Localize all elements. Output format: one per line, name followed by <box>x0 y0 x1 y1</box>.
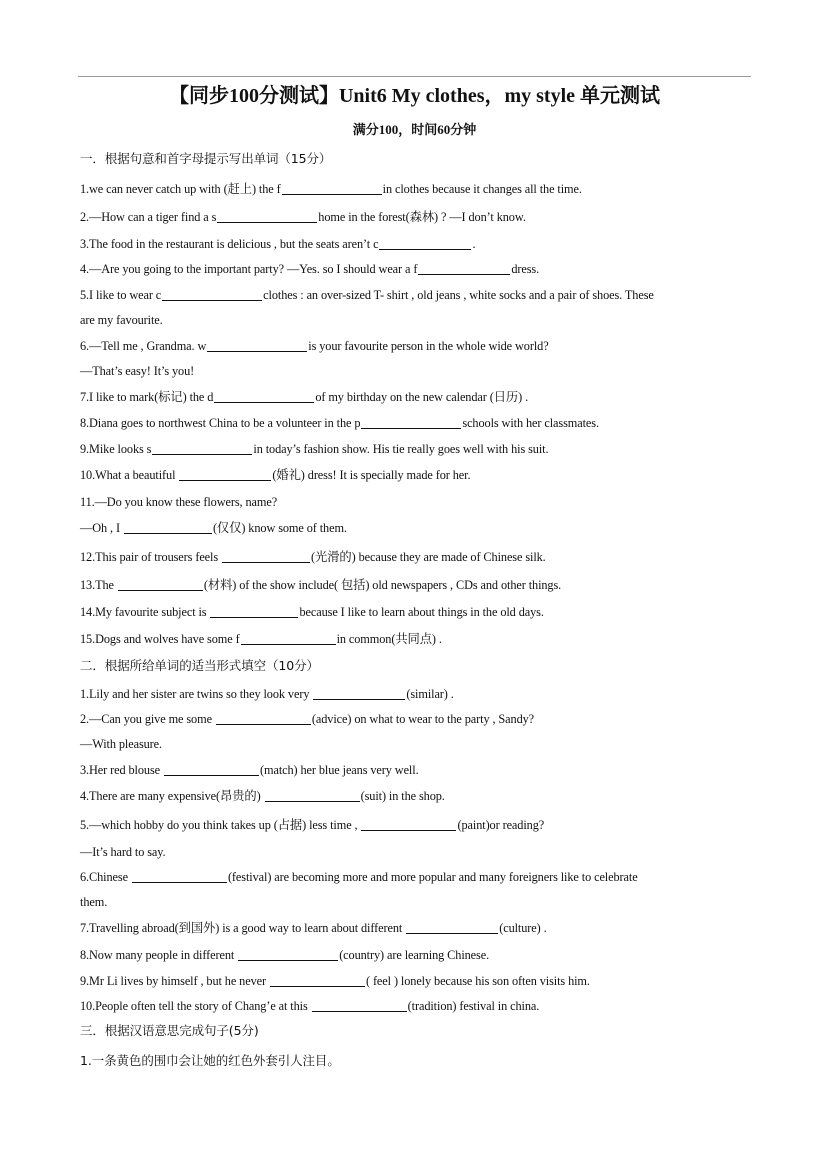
s1-question-14 <box>80 603 760 621</box>
answer-blank[interactable] <box>207 338 307 352</box>
page-title: 【同步100分测试】Unit6 My clothes，my style 单元测试 <box>168 85 661 107</box>
q-text: (culture) . <box>499 921 547 935</box>
q-text: 5.I like to wear c <box>80 288 162 302</box>
answer-blank[interactable] <box>124 520 212 534</box>
q-text: (suit) in the shop. <box>360 789 445 803</box>
q-text: 14.My favourite subject is <box>80 605 207 619</box>
answer-blank[interactable] <box>216 711 311 725</box>
s2-question-3 <box>80 761 760 779</box>
q-text: 6.Chinese <box>80 870 128 884</box>
q-text: (festival) are becoming more and more popular and many foreigners like to celebrate <box>227 870 638 884</box>
q-text: 7.Travelling abroad(到国外) is a good way to learn about different <box>80 921 403 935</box>
s1-question-11-reply <box>80 519 760 537</box>
answer-blank[interactable] <box>418 261 510 275</box>
q-text: is your favourite person in the whole wide world? <box>308 339 549 353</box>
s1-question-7 <box>80 388 760 406</box>
q-text: home in the forest(森林) ? —I don’t know. <box>318 210 526 224</box>
s1-question-12 <box>80 548 760 566</box>
s3-question-1: 1.一条黄色的围巾会让她的红色外套引人注目。 <box>80 1053 340 1068</box>
s1-question-4 <box>80 260 760 278</box>
q-text: (婚礼) dress! It is specially made for her. <box>272 468 471 482</box>
answer-blank[interactable] <box>164 762 259 776</box>
q-text: (paint)or reading? <box>457 818 545 832</box>
answer-blank[interactable] <box>361 415 461 429</box>
answer-blank[interactable] <box>406 920 498 934</box>
s1-question-3 <box>80 235 760 253</box>
q-text: 10.What a beautiful <box>80 468 176 482</box>
answer-blank[interactable] <box>241 631 336 645</box>
answer-blank[interactable] <box>214 389 314 403</box>
s1-question-2 <box>80 208 760 226</box>
s2-question-7 <box>80 919 760 937</box>
q-text: in clothes because it changes all the time. <box>382 182 582 196</box>
s2-question-6 <box>80 868 760 886</box>
s1-question-15 <box>80 630 760 648</box>
q-text: 4.There are many expensive(昂贵的) <box>80 789 261 803</box>
q-text: schools with her classmates. <box>462 416 599 430</box>
answer-blank[interactable] <box>270 973 365 987</box>
q-text: of my birthday on the new calendar (日历) . <box>315 390 529 404</box>
s2-question-10 <box>80 997 760 1015</box>
q-text: 5.—which hobby do you think takes up (占据) less time , <box>80 818 358 832</box>
q-text: (advice) on what to wear to the party , Sandy? <box>311 712 535 726</box>
s2-question-8 <box>80 946 760 964</box>
q-text: 4.—Are you going to the important party? —Yes. so I should wear a f <box>80 262 418 276</box>
q-text: 12.This pair of trousers feels <box>80 550 219 564</box>
section1-heading: 一．根据句意和首字母提示写出单词（15分） <box>80 151 332 166</box>
answer-blank[interactable] <box>162 287 262 301</box>
answer-blank[interactable] <box>313 686 405 700</box>
s1-question-13 <box>80 576 760 594</box>
q-text: 9.Mr Li lives by himself , but he never <box>80 974 266 988</box>
s2-question-9 <box>80 972 760 990</box>
s2-question-2-reply: —With pleasure. <box>80 737 163 751</box>
s1-question-6 <box>80 337 760 355</box>
answer-blank[interactable] <box>282 181 382 195</box>
s1-question-6-reply: —That’s easy! It’s you! <box>80 364 195 378</box>
answer-blank[interactable] <box>152 441 252 455</box>
q-text: 3.The food in the restaurant is delicious , but the seats aren’t c <box>80 237 379 251</box>
q-text: (tradition) festival in china. <box>407 999 540 1013</box>
s1-question-11: 11.—Do you know these flowers, name? <box>80 495 278 509</box>
q-text: 1.Lily and her sister are twins so they look very <box>80 687 310 701</box>
s1-question-5-cont: are my favourite. <box>80 313 163 327</box>
q-text: 8.Diana goes to northwest China to be a volunteer in the p <box>80 416 361 430</box>
q-text: (similar) . <box>406 687 454 701</box>
q-text: (光滑的) because they are made of Chinese silk. <box>311 550 546 564</box>
answer-blank[interactable] <box>179 467 271 481</box>
q-text: (材料) of the show include( 包括) old newspapers , CDs and other things. <box>203 578 562 592</box>
q-text: 7.I like to mark(标记) the d <box>80 390 214 404</box>
q-text: 13.The <box>80 578 114 592</box>
section2-heading: 二．根据所给单词的适当形式填空（10分） <box>80 658 319 673</box>
q-text: 2.—Can you give me some <box>80 712 212 726</box>
answer-blank[interactable] <box>379 236 471 250</box>
q-text: (仅仅) know some of them. <box>212 521 347 535</box>
q-text: (match) her blue jeans very well. <box>260 763 419 777</box>
page-subtitle: 满分100，时间60分钟 <box>352 122 477 137</box>
q-text: 8.Now many people in different <box>80 948 235 962</box>
answer-blank[interactable] <box>217 209 317 223</box>
s2-question-4 <box>80 787 760 805</box>
answer-blank[interactable] <box>222 549 310 563</box>
answer-blank[interactable] <box>312 998 407 1012</box>
answer-blank[interactable] <box>265 788 360 802</box>
q-text: 1.we can never catch up with (赶上) the f <box>80 182 281 196</box>
s1-question-9 <box>80 440 760 458</box>
q-text: 10.People often tell the story of Chang’e at this <box>80 999 308 1013</box>
q-text: 6.—Tell me , Grandma. w <box>80 339 207 353</box>
q-text: 15.Dogs and wolves have some f <box>80 632 240 646</box>
s2-question-5 <box>80 816 760 834</box>
answer-blank[interactable] <box>361 817 456 831</box>
q-text: in today’s fashion show. His tie really goes well with his suit. <box>253 442 549 456</box>
header-rule <box>78 76 751 77</box>
q-text: . <box>472 237 476 251</box>
section3-heading: 三．根据汉语意思完成句子(5分) <box>80 1023 259 1038</box>
q-text: 3.Her red blouse <box>80 763 161 777</box>
q-text: ( feel ) lonely because his son often visits him. <box>365 974 590 988</box>
s2-question-6-cont: them. <box>80 895 108 909</box>
answer-blank[interactable] <box>210 604 298 618</box>
answer-blank[interactable] <box>118 577 203 591</box>
s1-question-5 <box>80 286 760 304</box>
s2-question-1 <box>80 685 760 703</box>
answer-blank[interactable] <box>132 869 227 883</box>
s1-question-1 <box>80 180 760 198</box>
q-text: —Oh , I <box>80 521 120 535</box>
answer-blank[interactable] <box>238 947 338 961</box>
q-text: 9.Mike looks s <box>80 442 152 456</box>
q-text: because I like to learn about things in the old days. <box>299 605 544 619</box>
q-text: in common(共同点) . <box>336 632 442 646</box>
s2-question-2 <box>80 710 760 728</box>
s1-question-10 <box>80 466 760 484</box>
q-text: dress. <box>511 262 540 276</box>
s1-question-8 <box>80 414 760 432</box>
q-text: clothes : an over-sized T- shirt , old jeans , white socks and a pair of shoes. These <box>263 288 654 302</box>
q-text: (country) are learning Chinese. <box>339 948 490 962</box>
s2-question-5-reply: —It’s hard to say. <box>80 845 166 859</box>
q-text: 2.—How can a tiger find a s <box>80 210 217 224</box>
